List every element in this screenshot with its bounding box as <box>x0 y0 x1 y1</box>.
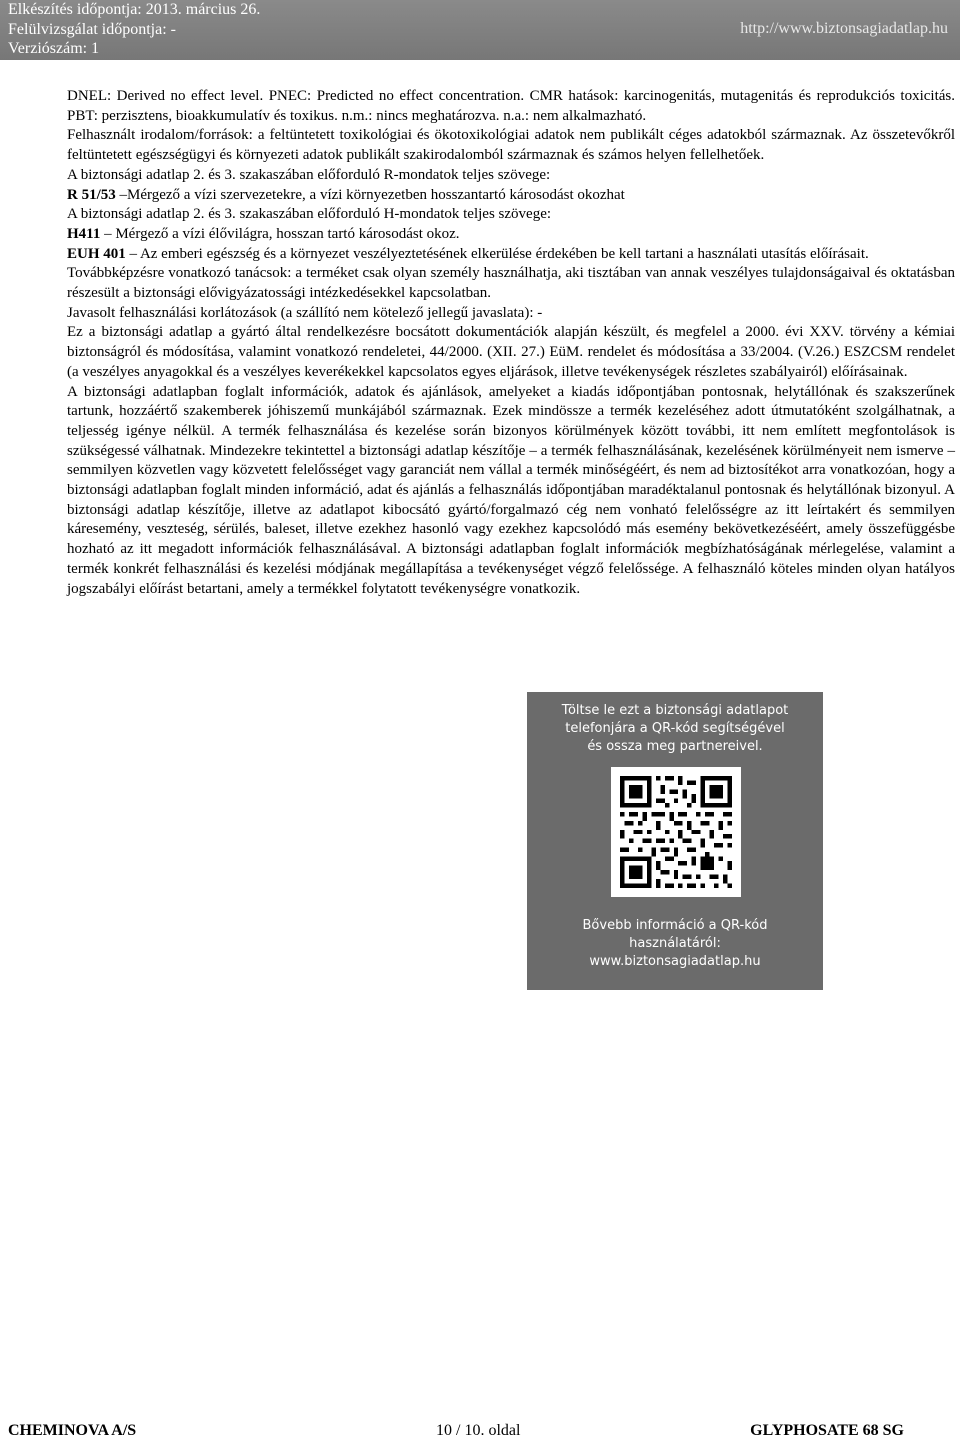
r-phrases-heading: A biztonsági adatlap 2. és 3. szakaszában előforduló R-mondatok teljes szövege: <box>67 166 551 183</box>
qr-bottom-text <box>527 917 823 971</box>
document-body <box>67 87 955 599</box>
legal-basis-paragraph: Ez a biztonsági adatlap a gyártó által rendelkezésre bocsátott dokumentációk alapján készült, és megfelel a 2000. évi XXV. törvény a kémiai biztonságról és módosítása, valamint vonatkozó rendeletei, 44/2000. (XII. 27.) EüM. rendelet és módosítása a 33/2004. (V.26.) ESZCSM rendelet (a veszélyes anyagokkal és a veszélyes keverékekkel kapcsolatos egyes eljárások, illetve tevékenységek részletes szabályairól) előírásainak. <box>67 324 955 380</box>
version-number: Verziószám: 1 <box>8 40 100 57</box>
r-phrase-code: R 51/53 <box>67 186 116 203</box>
abbreviations-paragraph: DNEL: Derived no effect level. PNEC: Predicted no effect concentration. CMR hatások: karcinogenitás, mutagenitás és reprodukciós toxicitás. PBT: perzisztens, bioakkumulatív és toxikus. n.m.: nincs meghatározva. n.a.: nem alkalmazható. <box>67 88 955 124</box>
euh-phrase-line <box>67 245 955 265</box>
prepared-date: Elkészítés időpontja: 2013. március 26. <box>8 1 261 18</box>
h-phrase-code: H411 <box>67 225 101 242</box>
disclaimer-paragraph: A biztonsági adatlapban foglalt információk, adatok és ajánlások, amelyeket a kiadás időpontjában pontosnak, helytállónak és szakszerűnek tartunk, hozzáértő szakemberek jóhiszemű munkájából származnak. Ezek mindössze a termék kezeléséhez adott útmutatóként szolgálhatnak, a teljesség igénye nélkül. A termék felhasználása és kezelése során bizonyos körülmények között további, itt nem említett megfontolások is szükségessé válhatnak. Mindezekre tekintettel a biztonsági adatlap készítője – a termék felhasználásának, kezelésének körülményeit nem ismerve – semmilyen közvetlen vagy közvetett felelősséget vagy garanciát nem vállal a termék minőségéért, és nem ad biztosítékot arra vonatkozóan, hogy a biztonsági adatlapban foglalt minden információ, adat és ajánlás a felhasználás időpontjában maradéktalanul pontosnak és helytállónak bizonyul. A biztonsági adatlap készítője, illetve az adatlapot kibocsátó gyártó/forgalmazó cég nem vonható felelősségre az itt leírtakért és semmilyen káresemény, veszteség, sérülés, baleset, illetve ezekhez hasonló vagy ezekhez kapcsolódó más esemény bekövetkezéséért, amely összefüggésbe hozható az itt megadott információk felhasználásával. A biztonsági adatlapban foglalt információk megbízhatóságának mérlegelése, valamint a termék konkrét felhasználási és kezelési módjának megállapítása a tevékenységet végző felelőssége. A felhasználó köteles minden olyan hatályos jogszabályi előírást betartani, amely a termékkel folytatott tevékenységre vonatkozik. <box>67 383 955 597</box>
page-footer <box>0 1416 960 1442</box>
page-header <box>0 0 960 60</box>
h-phrase-text: – Mérgező a vízi élővilágra, hosszan tartó károsodást okoz. <box>100 225 460 242</box>
page-number: 10 / 10. oldal <box>436 1422 521 1439</box>
h-phrases-heading: A biztonsági adatlap 2. és 3. szakaszában előforduló H-mondatok teljes szövege: <box>67 206 552 223</box>
qr-code-banner[interactable] <box>527 692 823 990</box>
training-paragraph: Továbbképzésre vonatkozó tanácsok: a terméket csak olyan személy használhatja, aki tisztában van annak veszélyes tulajdonságaival és oktatásban részesült a biztonsági elővigyázatossági intézkedésekkel kapcsolatban. <box>67 265 955 302</box>
company-name: CHEMINOVA A/S <box>8 1422 137 1439</box>
review-date: Felülvizsgálat időpontja: - <box>8 20 176 38</box>
header-meta <box>8 0 260 59</box>
qr-website-link[interactable]: www.biztonsagiadatlap.hu <box>589 954 761 969</box>
qr-top-text <box>527 702 823 756</box>
restrictions-paragraph: Javasolt felhasználási korlátozások (a szállító nem kötelező jellegű javaslata): - <box>67 304 543 321</box>
qr-top-line: és ossza meg partnereivel. <box>587 739 763 754</box>
qr-bottom-line: használatáról: <box>629 936 721 951</box>
qr-code-icon[interactable] <box>611 767 741 897</box>
header-url-link[interactable]: http://www.biztonsagiadatlap.hu <box>740 20 948 37</box>
sources-paragraph: Felhasznált irodalom/források: a feltüntetett toxikológiai és ökotoxikológiai adatok nem publikált céges adatokból származnak. Az összetevőkről feltüntetett egészségügyi és környezeti adatok publikált szakirodalomból származnak és számos helyen fellelhetőek. <box>67 127 955 164</box>
product-name: GLYPHOSATE 68 SG <box>750 1422 904 1439</box>
r-phrase-line <box>67 186 955 206</box>
euh-phrase-code: EUH 401 <box>67 245 126 262</box>
qr-top-line: telefonjára a QR-kód segítségével <box>565 721 785 736</box>
h-phrase-line <box>67 225 955 245</box>
euh-phrase-text: – Az emberi egészség és a környezet veszélyeztetésének elkerülése érdekében be kell tartani a használati utasítás előírásait. <box>125 245 869 262</box>
qr-bottom-line: Bővebb információ a QR-kód <box>582 918 768 933</box>
r-phrase-text: –Mérgező a vízi szervezetekre, a vízi környezetben hosszantartó károsodást okozhat <box>115 186 625 203</box>
qr-top-line: Töltse le ezt a biztonsági adatlapot <box>561 703 789 718</box>
